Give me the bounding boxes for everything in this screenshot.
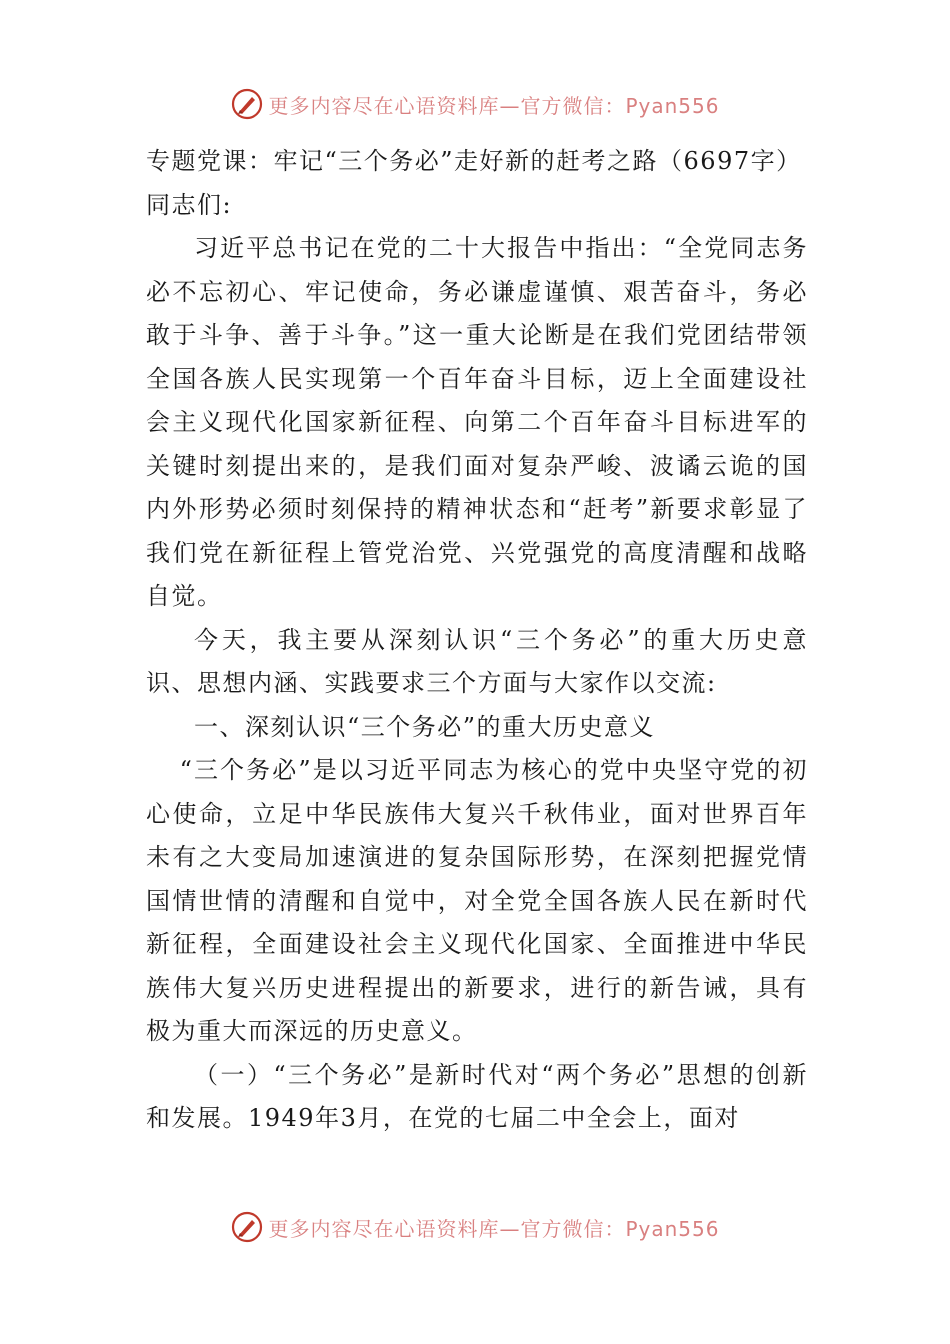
paragraph-4: （一）“三个务必”是新时代对“两个务必”思想的创新和发展。1949年3月，在党的七届二中全会上，面对 xyxy=(146,1060,808,1132)
document-body xyxy=(146,140,808,1141)
pen-logo-icon xyxy=(230,1210,264,1244)
pen-logo-icon xyxy=(230,87,264,121)
document-title: 专题党课：牢记“三个务必”走好新的赶考之路（6697字） xyxy=(146,147,802,175)
paragraph-2: 今天，我主要从深刻认识“三个务必”的重大历史意识、思想内涵、实践要求三个方面与大家作以交流: xyxy=(146,625,808,697)
watermark-text: 更多内容尽在心语资料库—官方微信：Pyan556 xyxy=(268,1216,720,1241)
watermark-footer xyxy=(0,1207,950,1247)
paragraph-1: 习近平总书记在党的二十大报告中指出：“全党同志务必不忘初心、牢记使命，务必谦虚谨慎、艰苦奋斗，务必敢于斗争、善于斗争。”这一重大论断是在我们党团结带领全国各族人民实现第一个百年奋斗目标，迈上全面建设社会主义现代化国家新征程、向第二个百年奋斗目标进军的关键时刻提出来的，是我们面对复杂严峻、波谲云诡的国内外形势必须时刻保持的精神状态和“赶考”新要求彰显了我们党在新征程上管党治党、兴党强党的高度清醒和战略自觉。 xyxy=(146,234,808,610)
salutation: 同志们: xyxy=(146,190,233,219)
paragraph-3: “三个务必”是以习近平同志为核心的党中央坚守党的初心使命，立足中华民族伟大复兴千秋伟业，面对世界百年未有之大变局加速演进的复杂国际形势，在深刻把握党情国情世情的清醒和自觉中，对全党全国各族人民在新时代新征程，全面建设社会主义现代化国家、全面推进中华民族伟大复兴历史进程提出的新要求，进行的新告诫，具有极为重大而深远的历史意义。 xyxy=(146,756,808,1045)
section-heading-1: 一、深刻认识“三个务必”的重大历史意义 xyxy=(194,712,656,741)
watermark-text: 更多内容尽在心语资料库—官方微信：Pyan556 xyxy=(268,93,720,118)
watermark-header xyxy=(0,84,950,124)
